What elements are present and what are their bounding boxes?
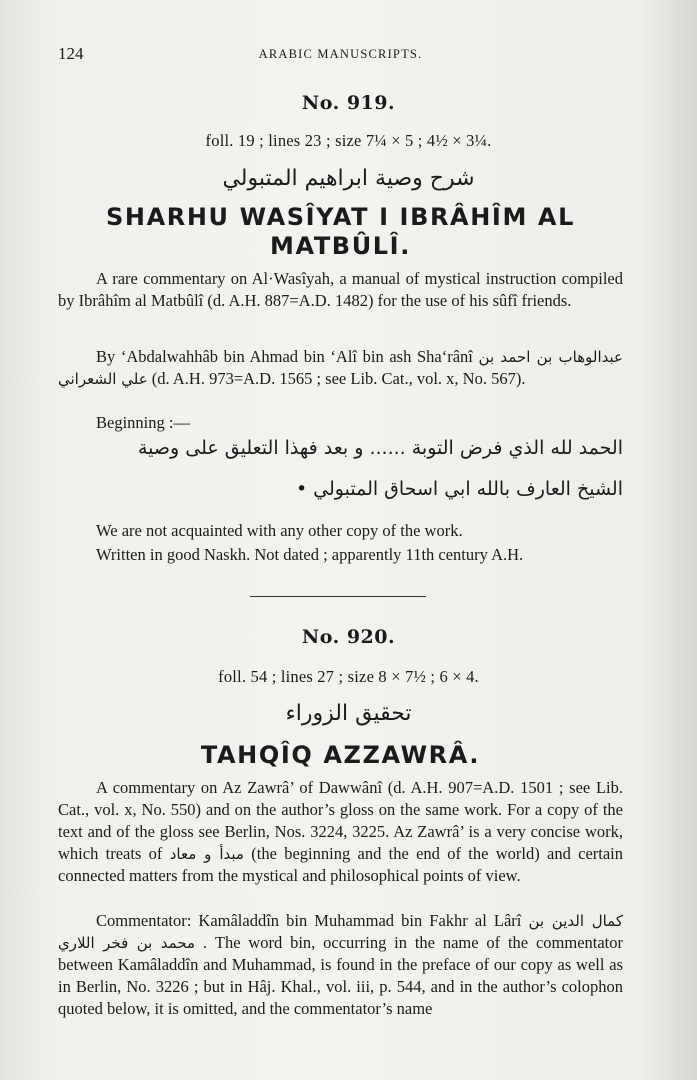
section-divider (250, 596, 426, 597)
paragraph (58, 910, 623, 1020)
paragraph: We are not acquainted with any other copy of the work. (96, 521, 463, 540)
author-text: By ‘Abdalwahhâb bin Ahmad bin ‘Alî bin ash Sha‘rânî (96, 347, 473, 366)
entry-title-line1: SHARHU WASÎYAT I IBRÂHÎM AL (106, 203, 575, 231)
entry-description: foll. 54 ; lines 27 ; size 8 × 7½ ; 6 × 4. (218, 667, 479, 686)
page-header (58, 44, 623, 66)
entry-number: No. 919. (301, 92, 396, 114)
entry-description: foll. 19 ; lines 23 ; size 7¼ × 5 ; 4½ × 3¼. (205, 131, 492, 150)
paragraph: Written in good Naskh. Not dated ; apparently 11th century A.H. (96, 545, 524, 564)
arabic-beginning-line2: الشيخ العارف بالله ابي اسحاق المتبولي • (295, 478, 623, 500)
entry-title-line2: MATBÛLÎ. (270, 232, 411, 260)
entry-title: TAHQÎQ AZZAWRÂ. (200, 741, 481, 769)
arabic-author-name: عبدالوهاب بن احمد بن علي الشعراني (58, 348, 623, 388)
arabic-beginning-line1: الحمد لله الذي فرض التوبة ...... و بعد فهذا التعليق على وصية (138, 437, 623, 459)
arabic-term: مبدأ و معاد (169, 845, 244, 863)
paragraph: A rare commentary on Al·Wasîyah, a manual of mystical instruction compiled by Ibrâhîm al Matbûlî (d. A.H. 887=A.D. 1482) for the use of his sûfî friends. (58, 269, 623, 310)
arabic-title: تحقيق الزوراء (285, 701, 412, 726)
entry-number: No. 920. (301, 626, 396, 648)
paragraph (58, 346, 623, 390)
commentator-text: Commentator: Kamâladdîn bin Muhammad bin Fakhr al Lârî (96, 911, 522, 930)
commentary-text-end: (the beginning and the end of the world) and certain connected matters from the mystical and philosophical points of view. (58, 844, 624, 885)
arabic-title: شرح وصية ابراهيم المتبولي (222, 166, 475, 191)
paragraph (58, 777, 623, 887)
commentator-text-end: . The word bin, occurring in the name of the commentator between Kamâladdîn and Muhammad, is found in the preface of our copy as well as in Berlin, No. 3226 ; but in Hâj. Khal., vol. iii, p. 544, and in the author’s colophon quoted below, it is omitted, and the commentator’s name (58, 933, 624, 1018)
page-number: 124 (58, 44, 84, 63)
arabic-commentator-name: كمال الدين بن محمد بن فخر اللاري (58, 912, 623, 952)
commentary-text: A commentary on Az Zawrâ’ of Dawwânî (d. A.H. 907=A.D. 1501 ; see Lib. Cat., vol. x, No. 550) and on the author’s gloss on the same work. For a copy of the text and of the gloss see Berlin, Nos. 3224, 3225. Az Zawrâ’ is a very concise work, which treats of (58, 778, 623, 863)
author-text-end: (d. A.H. 973=A.D. 1565 ; see Lib. Cat., vol. x, No. 567). (151, 369, 526, 388)
running-head: ARABIC MANUSCRIPTS. (258, 47, 423, 61)
beginning-label: Beginning :— (96, 413, 190, 432)
